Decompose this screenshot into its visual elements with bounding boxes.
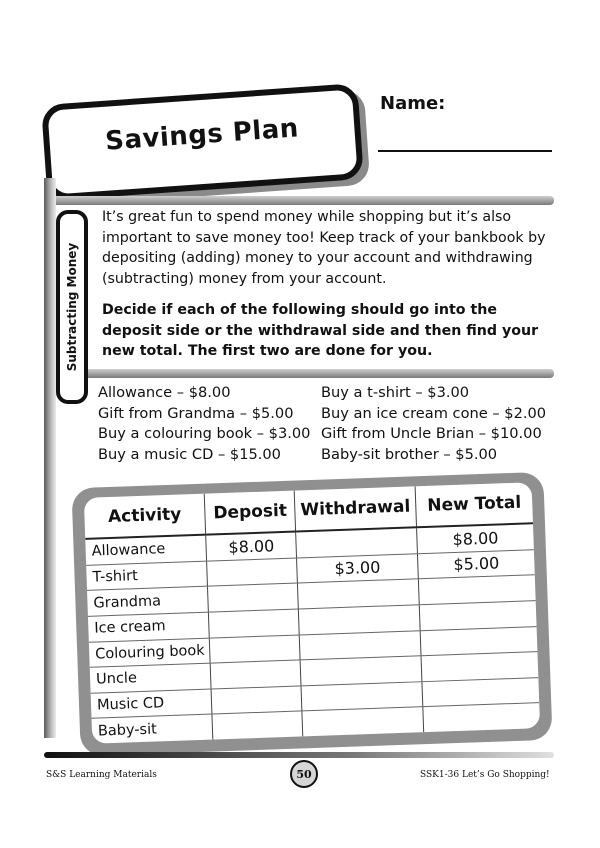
list-item: Buy a t-shirt – $3.00 bbox=[321, 384, 470, 401]
activity-cell: Music CD bbox=[91, 689, 213, 719]
activity-cell: Grandma bbox=[87, 586, 209, 616]
activity-cell: Ice cream bbox=[88, 612, 210, 642]
page-title: Savings Plan bbox=[104, 113, 300, 157]
list-item: Buy an ice cream cone – $2.00 bbox=[321, 404, 547, 422]
name-label: Name: bbox=[380, 93, 446, 114]
activity-cell: Uncle bbox=[90, 663, 212, 693]
activity-cell: Baby-sit bbox=[92, 714, 214, 743]
activity-cell: Colouring book bbox=[89, 638, 211, 668]
activity-cell: Allowance bbox=[85, 535, 207, 565]
ledger-table bbox=[84, 482, 540, 743]
withdrawal-cell[interactable] bbox=[302, 707, 424, 736]
deposit-cell[interactable] bbox=[207, 558, 297, 587]
header-new-total: New Total bbox=[415, 482, 533, 527]
transaction-list-right bbox=[321, 383, 561, 465]
deposit-cell[interactable] bbox=[212, 711, 302, 739]
deposit-cell[interactable] bbox=[212, 686, 302, 715]
activity-cell: T-shirt bbox=[86, 561, 208, 591]
deposit-cell[interactable] bbox=[211, 660, 301, 689]
list-item: Baby-sit brother – $5.00 bbox=[321, 445, 498, 463]
deposit-cell[interactable]: $8.00 bbox=[206, 532, 296, 561]
book-id-text: SSK1-36 Let’s Go Shopping! bbox=[420, 770, 550, 780]
list-item: Allowance – $8.00 bbox=[98, 384, 231, 401]
list-item: Buy a music CD – $15.00 bbox=[98, 445, 281, 463]
footer-divider-band bbox=[44, 752, 554, 758]
intro-paragraph: It’s great fun to spend money while shopping but it’s also important to save money too! Keep track of your bankbook by depositing (adding) money to your account and withdrawing (subtracting) money from your account. bbox=[102, 209, 546, 287]
ledger-frame bbox=[71, 472, 552, 756]
page-number-badge: 50 bbox=[290, 760, 318, 788]
transaction-list-left bbox=[98, 383, 318, 465]
total-cell[interactable]: $5.00 bbox=[417, 549, 534, 579]
list-item: Gift from Grandma – $5.00 bbox=[98, 404, 294, 422]
list-item: Buy a colouring book – $3.00 bbox=[98, 425, 311, 442]
list-item: Gift from Uncle Brian – $10.00 bbox=[321, 425, 542, 442]
title-plaque bbox=[41, 83, 364, 201]
instructions-paragraph: Decide if each of the following should go into the deposit side or the withdrawal side and then find your new total. The first two are done for you. bbox=[102, 302, 539, 359]
side-tab bbox=[56, 210, 88, 404]
deposit-cell[interactable] bbox=[208, 583, 298, 612]
total-cell[interactable] bbox=[423, 703, 540, 732]
header-withdrawal: Withdrawal bbox=[294, 486, 416, 531]
deposit-cell[interactable] bbox=[210, 634, 300, 663]
middle-divider-band bbox=[56, 369, 554, 378]
withdrawal-cell[interactable]: $3.00 bbox=[297, 553, 419, 583]
side-tab-label: Subtracting Money bbox=[65, 242, 79, 372]
name-write-line[interactable] bbox=[378, 150, 552, 152]
top-divider-band bbox=[44, 196, 554, 205]
left-decorative-strip bbox=[44, 178, 56, 738]
deposit-cell[interactable] bbox=[209, 609, 299, 638]
header-activity: Activity bbox=[84, 494, 206, 539]
total-cell[interactable]: $8.00 bbox=[417, 523, 534, 553]
header-deposit: Deposit bbox=[205, 491, 296, 535]
ledger-inner bbox=[84, 482, 540, 743]
publisher-text: S&S Learning Materials bbox=[46, 770, 157, 780]
